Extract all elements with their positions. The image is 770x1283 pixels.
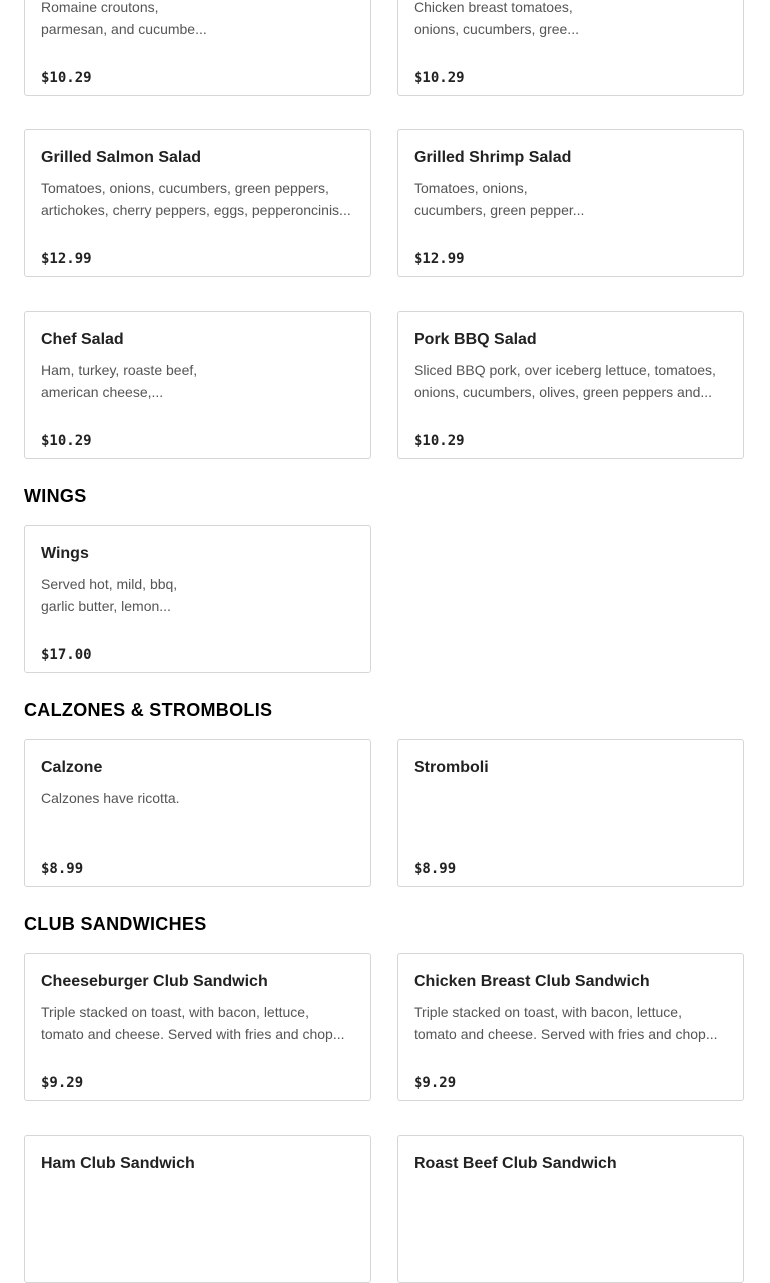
menu-item-description: Chicken breast tomatoes, onions, cucumbers, gree... [414, 0, 579, 37]
menu-item-description: Sliced BBQ pork, over iceberg lettuce, tomatoes, onions, cucumbers, olives, green peppers and... [414, 362, 716, 400]
menu-item-card[interactable] [24, 525, 371, 673]
menu-item-price: $17.00 [41, 647, 92, 663]
menu-item-description: Tomatoes, onions, cucumbers, green peppers, artichokes, cherry peppers, eggs, pepperoncinis... [41, 180, 351, 218]
menu-item-card[interactable] [24, 953, 371, 1101]
menu-item-name: Wings [41, 545, 89, 562]
menu-item-price: $8.99 [414, 861, 457, 877]
menu-item-price: $10.29 [41, 433, 92, 449]
menu-item-description: Triple stacked on toast, with bacon, lettuce, tomato and cheese. Served with fries and chop... [41, 1004, 345, 1042]
menu-item-name: Ham Club Sandwich [41, 1155, 195, 1172]
menu-item-description: Served hot, mild, bbq, garlic butter, lemon... [41, 576, 178, 614]
menu-item-card[interactable] [397, 0, 744, 96]
menu-item-card[interactable] [24, 311, 371, 459]
menu-item-price: $10.29 [414, 70, 465, 86]
menu-item-price: $9.29 [41, 1075, 84, 1091]
menu-item-description: Triple stacked on toast, with bacon, lettuce, tomato and cheese. Served with fries and chop... [414, 1004, 718, 1042]
section-heading-calzones-strombolis: CALZONES & STROMBOLIS [24, 700, 273, 720]
section-heading-club-sandwiches: CLUB SANDWICHES [24, 914, 207, 934]
menu-item-description: Romaine croutons, parmesan, and cucumbe... [41, 0, 207, 37]
menu-item-price: $12.99 [414, 251, 465, 267]
menu-item-card[interactable] [24, 129, 371, 277]
menu-item-price: $10.29 [414, 433, 465, 449]
section-heading-wings: WINGS [24, 486, 87, 506]
menu-item-name: Cheeseburger Club Sandwich [41, 973, 268, 990]
menu-item-price: $8.99 [41, 861, 84, 877]
menu-item-name: Grilled Salmon Salad [41, 149, 202, 166]
menu-item-description: Ham, turkey, roaste beef, american cheese,... [41, 362, 198, 400]
menu-item-card[interactable] [24, 739, 371, 887]
menu-item-name: Stromboli [414, 759, 489, 776]
menu-item-card[interactable] [397, 129, 744, 277]
menu-item-name: Chicken Breast Club Sandwich [414, 973, 650, 990]
menu-item-name: Chef Salad [41, 331, 124, 348]
menu-item-description: Tomatoes, onions, cucumbers, green pepper... [414, 180, 585, 218]
menu-item-card[interactable] [24, 0, 371, 96]
menu-item-name: Calzone [41, 759, 103, 776]
menu-item-card[interactable] [397, 739, 744, 887]
menu-item-name: Pork BBQ Salad [414, 331, 537, 348]
menu-item-name: Grilled Shrimp Salad [414, 149, 572, 166]
menu-item-card[interactable] [397, 1135, 744, 1283]
menu-item-price: $12.99 [41, 251, 92, 267]
menu-item-price: $10.29 [41, 70, 92, 86]
menu-item-card[interactable] [397, 953, 744, 1101]
menu-item-card[interactable] [397, 311, 744, 459]
menu-item-name: Roast Beef Club Sandwich [414, 1155, 617, 1172]
menu-item-description: Calzones have ricotta. [41, 790, 180, 806]
menu-item-card[interactable] [24, 1135, 371, 1283]
menu-item-price: $9.29 [414, 1075, 457, 1091]
